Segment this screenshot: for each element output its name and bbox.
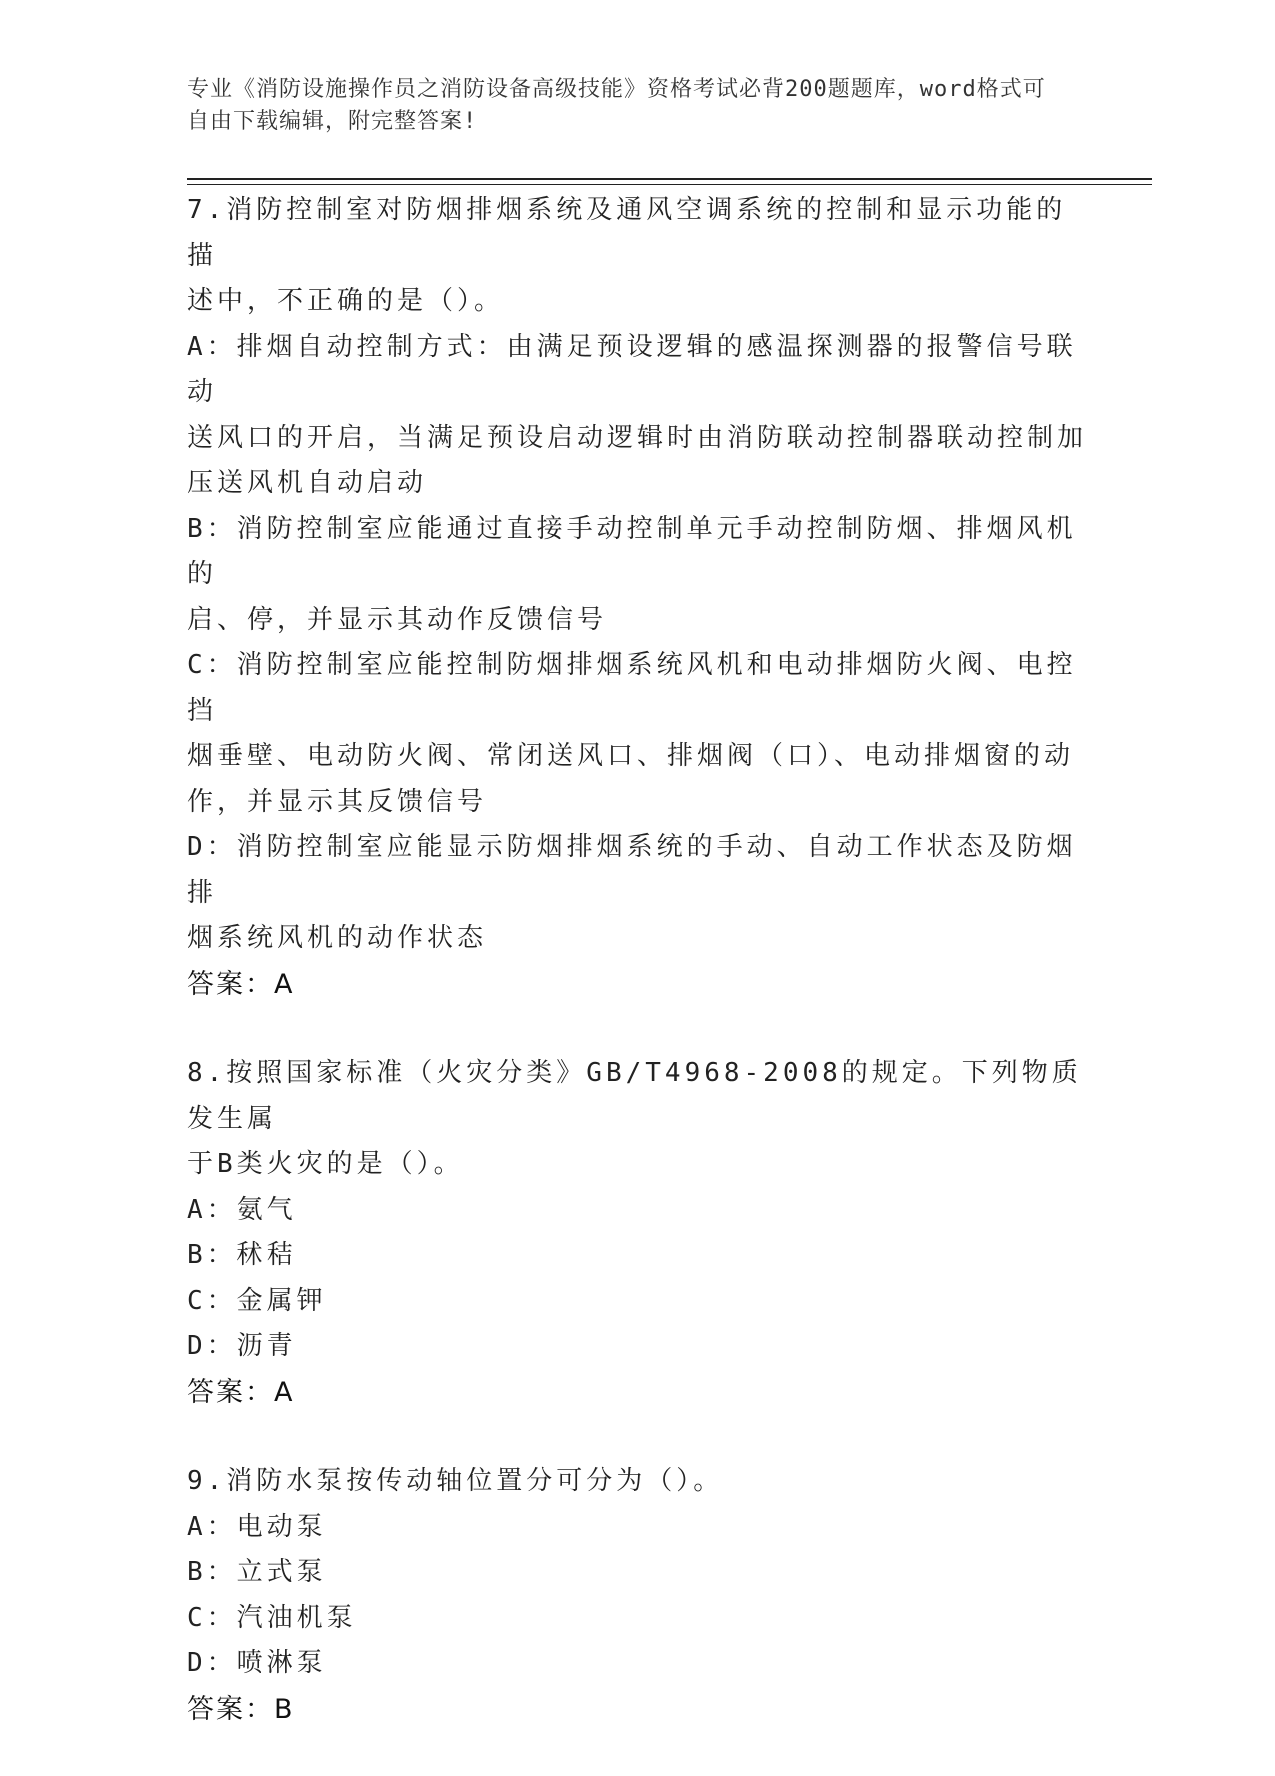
answer-label: 答案：A [187, 1376, 295, 1408]
option-line: B：消防控制室应能通过直接手动控制单元手动控制防烟、排烟风机的 [187, 513, 1077, 589]
option-line: C：消防控制室应能控制防烟排烟系统风机和电动排烟防火阀、电控挡 [187, 650, 1077, 726]
answer-label: 答案：A [187, 968, 295, 1000]
question-list [187, 188, 1087, 1776]
option-line: A：排烟自动控制方式：由满足预设逻辑的感温探测器的报警信号联动 [187, 331, 1077, 407]
question-stem-line: 7.消防控制室对防烟排烟系统及通风空调系统的控制和显示功能的描 [187, 195, 1067, 271]
option-b: B：秫秸 [187, 1240, 297, 1270]
question-stem-line: 8.按照国家标准（火灾分类》GB/T4968-2008的规定。下列物质发生属 [187, 1058, 1082, 1134]
option-line: 作，并显示其反馈信号 [187, 786, 488, 817]
option-line: 压送风机自动启动 [187, 468, 428, 498]
option-line: 送风口的开启，当满足预设启动逻辑时由消防联动控制器联动控制加 [187, 422, 1088, 453]
option-line: 启、停，并显示其动作反馈信号 [187, 604, 608, 635]
question-stem-line: 于B类火灾的是（）。 [187, 1149, 464, 1179]
answer-label: 答案：B [187, 1693, 295, 1725]
option-line: 烟系统风机的动作状态 [187, 923, 488, 953]
option-a [187, 325, 1087, 507]
option-c: C：金属钾 [187, 1285, 327, 1316]
option-d [187, 825, 1087, 962]
option-line: D：消防控制室应能显示防烟排烟系统的手动、自动工作状态及防烟排 [187, 832, 1077, 908]
question-7 [187, 188, 1087, 1007]
option-a: A：氨气 [187, 1194, 297, 1225]
option-d: D：喷淋泵 [187, 1648, 327, 1678]
question-8 [187, 1051, 1087, 1415]
option-d: D：沥青 [187, 1331, 297, 1361]
header-rule-thin [187, 184, 1152, 185]
question-9 [187, 1459, 1087, 1732]
question-stem-line: 述中，不正确的是（）。 [187, 286, 505, 316]
header-rule-thick [187, 178, 1152, 180]
document-header: 专业《消防设施操作员之消防设备高级技能》资格考试必背200题题库，word格式可自由下载编辑，附完整答案! [187, 77, 1046, 134]
option-b [187, 507, 1087, 644]
option-a: A：电动泵 [187, 1511, 327, 1542]
question-stem-line: 9.消防水泵按传动轴位置分可分为（）。 [187, 1466, 724, 1496]
option-c [187, 643, 1087, 825]
option-c: C：汽油机泵 [187, 1602, 357, 1633]
option-line: 烟垂壁、电动防火阀、常闭送风口、排烟阀（口）、电动排烟窗的动 [187, 741, 1075, 771]
option-b: B：立式泵 [187, 1557, 327, 1587]
